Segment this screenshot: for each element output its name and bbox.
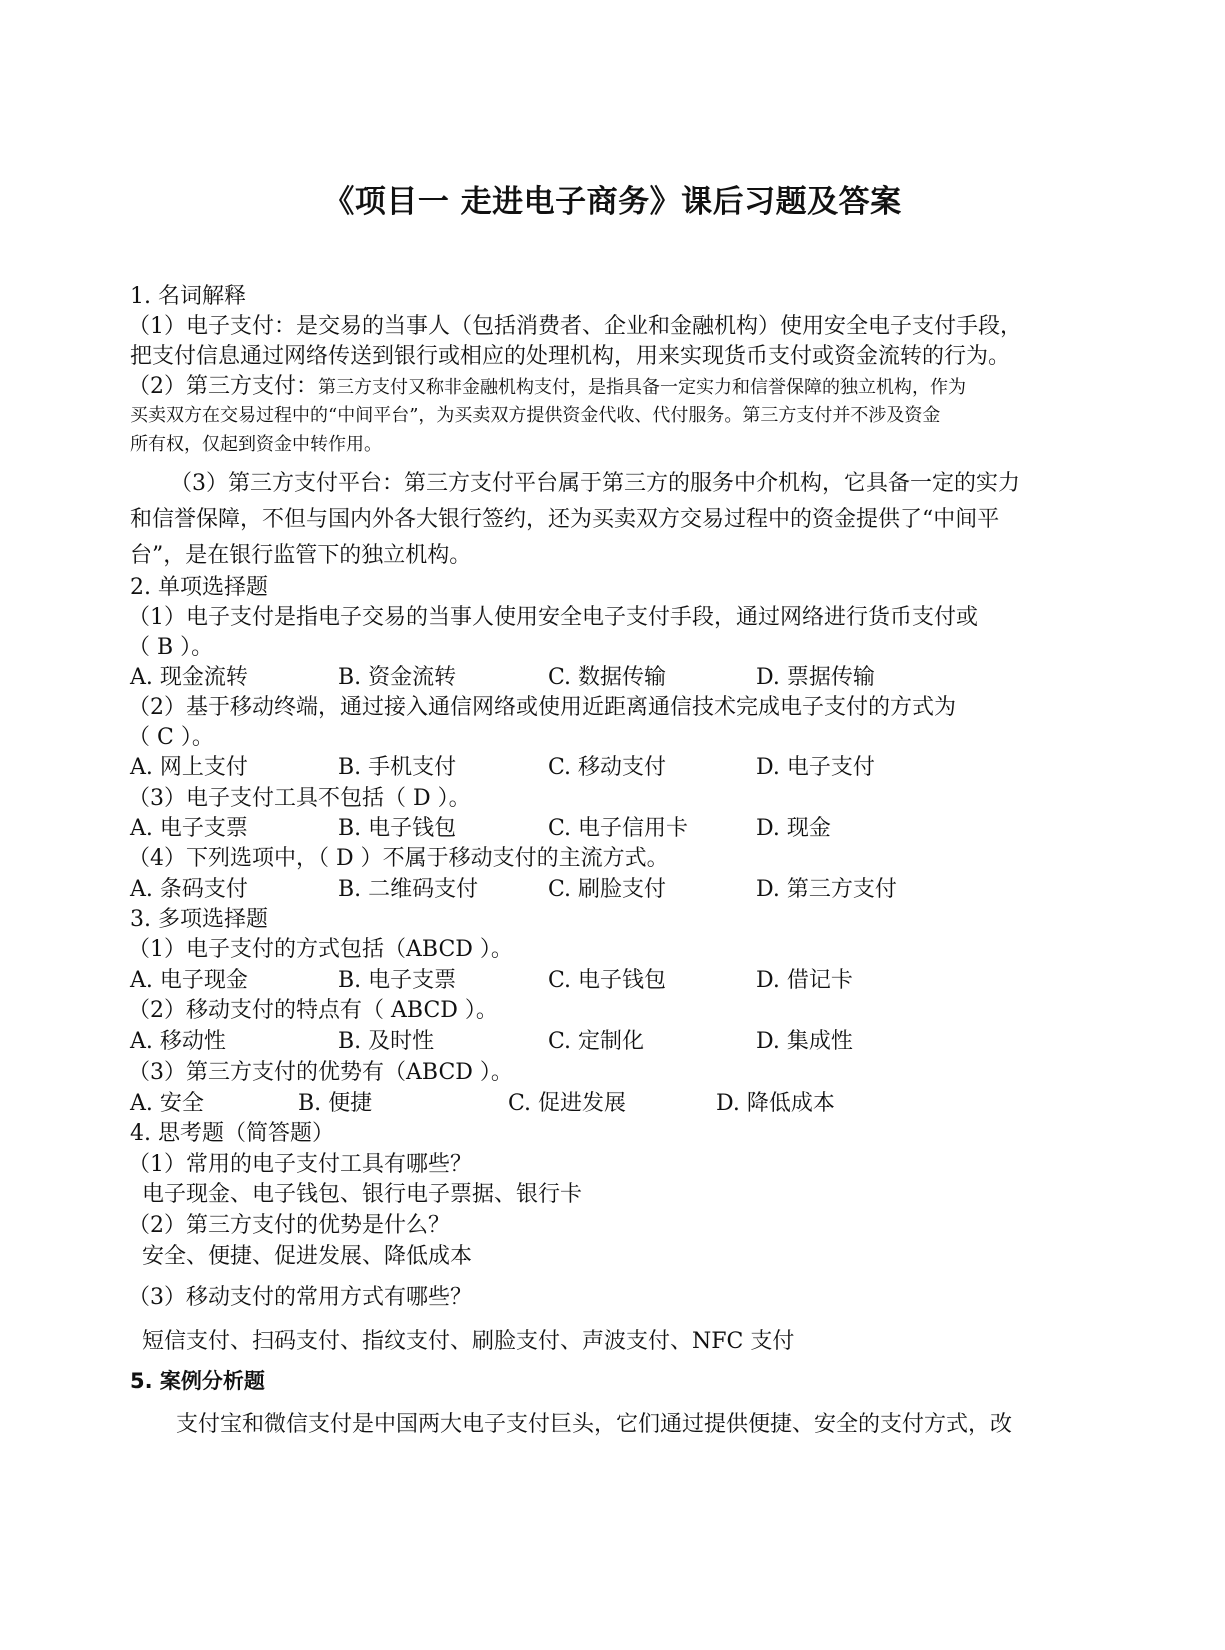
single-q4-option-a: A. 条码支付 bbox=[130, 877, 248, 902]
single-q3-option-b: B. 电子钱包 bbox=[338, 816, 457, 841]
term-1-line-1: （1）电子支付：是交易的当事人（包括消费者、企业和金融机构）使用安全电子支付手段， bbox=[128, 314, 1023, 339]
single-q3-option-a: A. 电子支票 bbox=[130, 816, 248, 841]
term-1-line-2: 把支付信息通过网络传送到银行或相应的处理机构，用来实现货币支付或资金流转的行为。 bbox=[130, 344, 1011, 369]
multi-q3-option-a: A. 安全 bbox=[130, 1091, 204, 1116]
single-q4-option-b: B. 二维码支付 bbox=[338, 877, 479, 902]
single-q2-option-c: C. 移动支付 bbox=[548, 755, 667, 780]
multi-q1: （1）电子支付的方式包括（ABCD ）。 bbox=[128, 937, 513, 962]
single-q1-option-b: B. 资金流转 bbox=[338, 665, 457, 690]
single-q4-option-c: C. 刷脸支付 bbox=[548, 877, 667, 902]
single-q2-option-b: B. 手机支付 bbox=[338, 755, 457, 780]
single-q1-option-d: D. 票据传输 bbox=[756, 665, 875, 690]
multi-q2-option-d: D. 集成性 bbox=[756, 1029, 853, 1054]
section-4-heading: 4. 思考题（简答题） bbox=[130, 1121, 334, 1146]
term-2-label: （2）第三方支付： bbox=[128, 374, 318, 399]
single-q2-option-d: D. 电子支付 bbox=[756, 755, 875, 780]
multi-q2: （2）移动支付的特点有（ ABCD ）。 bbox=[128, 998, 498, 1023]
multi-q3-option-d: D. 降低成本 bbox=[716, 1091, 835, 1116]
essay-q2: （2）第三方支付的优势是什么？ bbox=[128, 1213, 450, 1238]
case-paragraph-line-1: 支付宝和微信支付是中国两大电子支付巨头，它们通过提供便捷、安全的支付方式，改 bbox=[176, 1412, 1013, 1437]
multi-q1-option-b: B. 电子支票 bbox=[338, 968, 457, 993]
single-q1-option-c: C. 数据传输 bbox=[548, 665, 667, 690]
multi-q1-option-c: C. 电子钱包 bbox=[548, 968, 667, 993]
multi-q2-option-b: B. 及时性 bbox=[338, 1029, 435, 1054]
section-3-heading: 3. 多项选择题 bbox=[130, 907, 268, 932]
term-2-line-2: 买卖双方在交易过程中的“中间平台”，为买卖双方提供资金代收、代付服务。第三方支付并不涉及资金 bbox=[130, 405, 941, 426]
section-5-heading: 5. 案例分析题 bbox=[130, 1369, 265, 1393]
single-q4-option-d: D. 第三方支付 bbox=[756, 877, 897, 902]
single-q4: （4）下列选项中，（ D ）不属于移动支付的主流方式。 bbox=[128, 846, 669, 871]
multi-q2-option-c: C. 定制化 bbox=[548, 1029, 645, 1054]
multi-q3: （3）第三方支付的优势有（ABCD ）。 bbox=[128, 1060, 513, 1085]
term-3-line-1: （3）第三方支付平台：第三方支付平台属于第三方的服务中介机构，它具备一定的实力 bbox=[170, 471, 1020, 496]
essay-a1: 电子现金、电子钱包、银行电子票据、银行卡 bbox=[142, 1182, 583, 1207]
single-q1-line-2: （ B ）。 bbox=[128, 635, 214, 660]
multi-q2-option-a: A. 移动性 bbox=[130, 1029, 226, 1054]
single-q3: （3）电子支付工具不包括（ D ）。 bbox=[128, 786, 471, 811]
essay-a2: 安全、便捷、促进发展、降低成本 bbox=[142, 1244, 473, 1269]
multi-q3-option-c: C. 促进发展 bbox=[508, 1091, 627, 1116]
single-q2-line-1: （2）基于移动终端，通过接入通信网络或使用近距离通信技术完成电子支付的方式为 bbox=[128, 695, 956, 720]
single-q1-option-a: A. 现金流转 bbox=[130, 665, 248, 690]
multi-q1-option-a: A. 电子现金 bbox=[130, 968, 248, 993]
single-q3-option-c: C. 电子信用卡 bbox=[548, 816, 689, 841]
single-q3-option-d: D. 现金 bbox=[756, 816, 831, 841]
term-2-line-3: 所有权，仅起到资金中转作用。 bbox=[130, 434, 382, 455]
essay-q1: （1）常用的电子支付工具有哪些？ bbox=[128, 1152, 472, 1177]
essay-q3: （3）移动支付的常用方式有哪些？ bbox=[128, 1285, 472, 1310]
multi-q3-option-b: B. 便捷 bbox=[298, 1091, 373, 1116]
term-2-line-1 bbox=[128, 372, 966, 403]
multi-q1-option-d: D. 借记卡 bbox=[756, 968, 853, 993]
term-3-line-3: 台”，是在银行监管下的独立机构。 bbox=[130, 543, 472, 568]
page-title: 《项目一 走进电子商务》课后习题及答案 bbox=[323, 184, 902, 220]
single-q2-line-2: （ C ）。 bbox=[128, 725, 214, 750]
single-q2-option-a: A. 网上支付 bbox=[130, 755, 248, 780]
section-2-heading: 2. 单项选择题 bbox=[130, 575, 268, 600]
term-2-text: 第三方支付又称非金融机构支付，是指具备一定实力和信誉保障的独立机构，作为 bbox=[318, 377, 966, 398]
section-1-heading: 1. 名词解释 bbox=[130, 284, 246, 309]
essay-a3: 短信支付、扫码支付、指纹支付、刷脸支付、声波支付、NFC 支付 bbox=[142, 1329, 795, 1354]
single-q1-line-1: （1）电子支付是指电子交易的当事人使用安全电子支付手段，通过网络进行货币支付或 bbox=[128, 605, 978, 630]
term-3-line-2: 和信誉保障，不但与国内外各大银行签约，还为买卖双方交易过程中的资金提供了“中间平 bbox=[130, 507, 1000, 532]
